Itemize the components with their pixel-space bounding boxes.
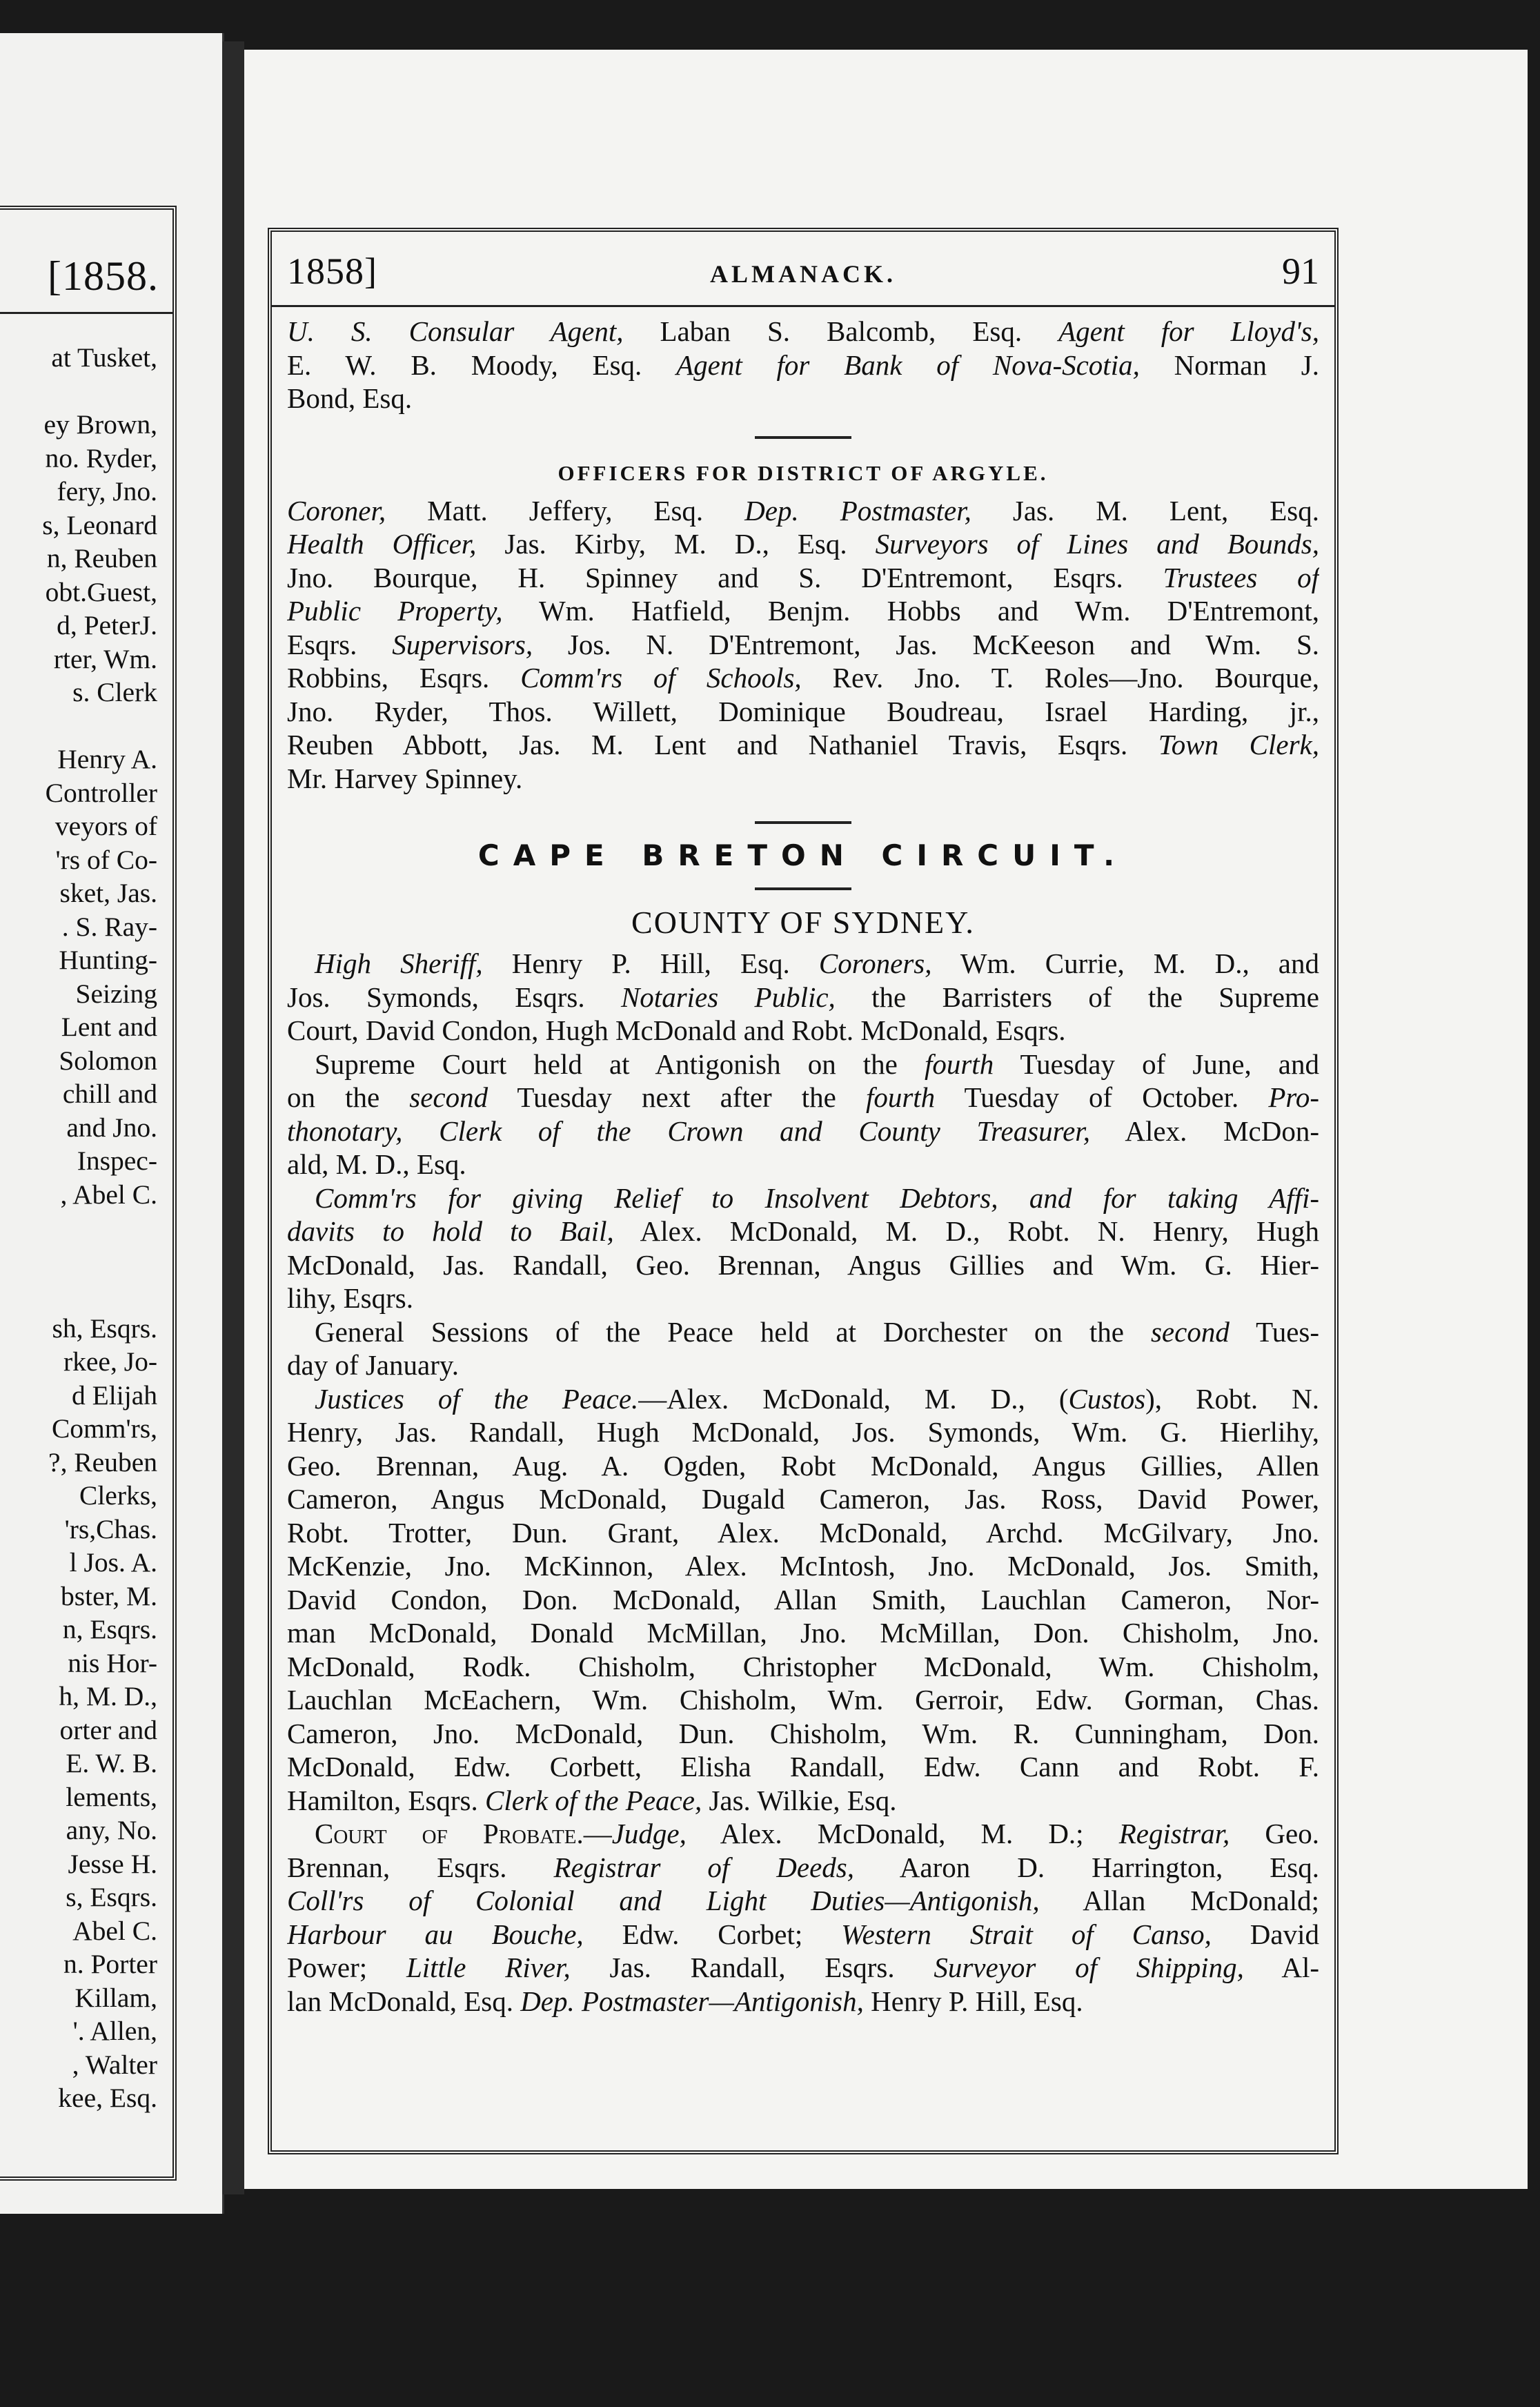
italic-text: second: [1150, 1315, 1230, 1348]
italic-text: Health Officer,: [287, 528, 477, 560]
text-line: [287, 382, 1319, 415]
text-line: [287, 1215, 1319, 1248]
argyle-paragraph: [287, 494, 1319, 796]
circuit-heading: CAPE BRETON CIRCUIT.: [477, 838, 1129, 872]
italic-text: Registrar of Deeds,: [553, 1851, 855, 1883]
text-run: Alex. McDon-: [1089, 1114, 1319, 1147]
text-run: Jno. Ryder, Thos. Willett, Dominique Boudreau, Israel Harding, jr.,: [287, 695, 1319, 727]
italic-text: U. S. Consular Agent,: [287, 315, 624, 347]
text-line: [287, 1683, 1319, 1717]
left-page-line: d Elijah: [72, 1379, 157, 1411]
left-page-line: Jesse H.: [68, 1848, 157, 1879]
text-run: ald, M. D., Esq.: [287, 1148, 466, 1180]
text-run: Edw. Corbet;: [583, 1918, 842, 1950]
left-page-line: Inspec-: [77, 1146, 157, 1176]
italic-text: Coroners,: [818, 947, 932, 979]
text-run: Alex. McDonald, M. D., Robt. N. Henry, Hugh: [613, 1215, 1319, 1247]
text-line: [287, 527, 1319, 561]
text-run: Matt. Jeffery, Esq.: [386, 494, 745, 527]
left-page-line: , Walter: [72, 2049, 157, 2080]
left-page-line: . S. Ray-: [61, 911, 157, 942]
text-line: [287, 1717, 1319, 1751]
text-run: man McDonald, Donald McMillan, Jno. McMillan, Don. Chisholm, Jno.: [287, 1617, 1319, 1649]
text-run: Rev. Jno. T. Roles—Jno. Bourque,: [801, 662, 1319, 694]
italic-text: Custos: [1068, 1382, 1146, 1415]
text-run: Esqrs.: [287, 628, 393, 660]
text-line: [287, 315, 1319, 348]
left-header-rule: [0, 312, 172, 314]
text-run: Jno. Bourque, H. Spinney and S. D'Entremont, Esqrs.: [287, 561, 1163, 593]
text-run: Cameron, Jno. McDonald, Dun. Chisholm, Wm. R. Cunningham, Don.: [287, 1717, 1319, 1749]
italic-text: Notaries Public,: [620, 981, 836, 1013]
text-run: McDonald, Jas. Randall, Geo. Brennan, Angus Gillies and Wm. G. Hier-: [287, 1248, 1319, 1281]
left-page-line: kee, Esq.: [58, 2083, 157, 2113]
left-page-line: bster, M.: [61, 1580, 157, 1611]
text-line: [287, 947, 1319, 981]
text-run: Laban S. Balcomb, Esq.: [623, 315, 1059, 347]
argyle-heading: OFFICERS FOR DISTRICT OF ARGYLE.: [557, 460, 1049, 485]
text-run: Jos. N. D'Entremont, Jas. McKeeson and Wm. S.: [533, 628, 1319, 660]
text-line: [287, 695, 1319, 729]
header-year: 1858]: [287, 250, 377, 292]
italic-text: Agent for Bank of Nova-Scotia,: [676, 348, 1140, 381]
left-page-line: s, Esqrs.: [66, 1882, 157, 1912]
italic-text: thonotary, Clerk of the Crown and County Treasurer,: [287, 1114, 1090, 1147]
left-page-line: n, Reuben: [46, 543, 157, 573]
left-page-line: Lent and: [61, 1012, 157, 1042]
text-line: [287, 1817, 1319, 1851]
italic-text: Justices of the Peace.: [315, 1382, 639, 1415]
text-run: Henry P. Hill, Esq.: [863, 1985, 1083, 2017]
text-run: lihy, Esqrs.: [287, 1282, 413, 1314]
italic-text: Public Property,: [287, 595, 503, 627]
left-page-line: Seizing: [75, 978, 157, 1009]
text-run: Court of Probate.: [315, 1818, 584, 1849]
text-run: Jas. Randall, Esqrs.: [570, 1952, 934, 1983]
top-paragraph: [287, 315, 1319, 415]
text-run: Jas. Wilkie, Esq.: [702, 1784, 897, 1816]
text-run: McKenzie, Jno. McKinnon, Alex. McIntosh, Jno. McDonald, Jos. Smith,: [287, 1550, 1319, 1582]
left-page-line: n. Porter: [63, 1949, 157, 1979]
text-line: [287, 981, 1319, 1014]
header-rule: [272, 305, 1334, 307]
italic-text: Supervisors,: [392, 628, 533, 660]
italic-text: Comm'rs of Schools,: [520, 662, 802, 694]
left-page-line: rter, Wm.: [53, 643, 157, 674]
text-run: Allan McDonald;: [1039, 1885, 1319, 1916]
text-run: Tuesday of June, and: [994, 1048, 1319, 1080]
text-run: McDonald, Edw. Corbett, Elisha Randall, Edw. Cann and Robt. F.: [287, 1751, 1319, 1782]
left-page-line: nis Hor-: [68, 1647, 157, 1678]
county-heading: COUNTY OF SYDNEY.: [631, 905, 975, 940]
text-run: Alex. McDonald, M. D.;: [686, 1818, 1119, 1849]
text-run: David: [1211, 1918, 1319, 1950]
text-line: [287, 1415, 1319, 1449]
text-line: [287, 494, 1319, 528]
left-page-line: any, No.: [66, 1815, 157, 1845]
left-page-line: rkee, Jo-: [63, 1346, 157, 1377]
left-page-frame: [0, 206, 177, 2181]
left-page-line: [0, 1278, 157, 1312]
text-run: Henry P. Hill, Esq.: [482, 947, 819, 979]
left-page-line: d, PeterJ.: [57, 610, 157, 640]
text-line: [287, 1248, 1319, 1282]
text-line: [287, 594, 1319, 628]
text-run: Wm. Currie, M. D., and: [931, 947, 1319, 979]
text-line: [287, 1851, 1319, 1885]
left-page-text: [0, 341, 157, 2115]
text-line: [287, 1449, 1319, 1483]
italic-text: Comm'rs for giving Relief to Insolvent Debtors, and for taking Affi-: [315, 1181, 1319, 1214]
text-line: [287, 1281, 1319, 1315]
text-run: Hamilton, Esqrs.: [287, 1784, 485, 1816]
page-frame: [268, 228, 1339, 2154]
text-line: [287, 1348, 1319, 1382]
text-line: [287, 561, 1319, 595]
italic-text: Agent for Lloyd's,: [1058, 315, 1319, 347]
italic-text: Little River,: [406, 1952, 571, 1983]
left-page-line: sket, Jas.: [59, 878, 157, 908]
text-run: Brennan, Esqrs.: [287, 1851, 554, 1883]
text-run: Jos. Symonds, Esqrs.: [287, 981, 621, 1013]
text-run: Cameron, Angus McDonald, Dugald Cameron, Jas. Ross, David Power,: [287, 1483, 1319, 1515]
text-line: [287, 1583, 1319, 1617]
text-run: Supreme Court held at Antigonish on the: [315, 1048, 925, 1080]
italic-text: Town Clerk,: [1158, 729, 1319, 760]
left-page-line: Hunting-: [59, 945, 157, 975]
left-page-line: Controller: [45, 777, 157, 808]
text-run: General Sessions of the Peace held at Dorchester on the: [315, 1315, 1151, 1348]
italic-text: High Sheriff,: [315, 947, 483, 979]
text-run: lan McDonald, Esq.: [287, 1985, 521, 2017]
text-line: [287, 1918, 1319, 1952]
left-page-line: , Abel C.: [60, 1179, 157, 1210]
left-page-line: h, M. D.,: [59, 1681, 157, 1711]
header-title: ALMANACK.: [710, 260, 896, 288]
left-page-line: and Jno.: [66, 1112, 157, 1143]
text-line: [287, 1482, 1319, 1516]
text-line: [287, 1048, 1319, 1081]
left-page-line: l Jos. A.: [69, 1547, 157, 1578]
left-page-line: s, Leonard: [42, 509, 157, 540]
italic-text: Coll'rs of Colonial and Light Duties—Antigonish,: [287, 1885, 1040, 1916]
text-run: Al-: [1243, 1952, 1319, 1983]
left-page-line: '. Allen,: [72, 2016, 157, 2046]
text-line: [287, 1148, 1319, 1181]
left-page-line: ey Brown,: [43, 409, 157, 440]
text-line: [287, 1650, 1319, 1684]
text-line: [287, 1315, 1319, 1349]
text-run: Jas. Kirby, M. D., Esq.: [476, 528, 876, 560]
left-page-line: Killam,: [75, 1982, 157, 2013]
left-page-line: lements,: [66, 1781, 157, 1812]
left-page-line: veyors of: [55, 811, 157, 841]
text-line: [287, 762, 1319, 796]
running-header: [287, 246, 1319, 301]
page-number: 91: [1282, 250, 1319, 292]
text-run: Power;: [287, 1952, 406, 1983]
text-line: [287, 1114, 1319, 1148]
text-run: —: [583, 1818, 612, 1849]
text-run: Robbins, Esqrs.: [287, 662, 521, 694]
sydney-paragraphs: [287, 947, 1319, 2018]
text-line: [287, 1884, 1319, 1918]
text-line: [287, 348, 1319, 382]
left-page-line: obt.Guest,: [45, 576, 157, 607]
text-line: [287, 1382, 1319, 1416]
left-page-line: [0, 375, 157, 409]
left-page-line: 'rs,Chas.: [64, 1513, 157, 1544]
italic-text: Harbour au Bouche,: [287, 1918, 584, 1950]
text-line: [287, 728, 1319, 762]
text-run: Robt. Trotter, Dun. Grant, Alex. McDonald, Archd. McGilvary, Jno.: [287, 1516, 1319, 1549]
text-run: ), Robt. N.: [1145, 1382, 1319, 1415]
text-line: [287, 1616, 1319, 1650]
text-line: [287, 661, 1319, 695]
italic-text: fourth: [924, 1048, 994, 1080]
left-page-line: Comm'rs,: [51, 1413, 157, 1444]
text-run: Jas. M. Lent, Esq.: [971, 494, 1319, 527]
text-run: Lauchlan McEachern, Wm. Chisholm, Wm. Gerroir, Edw. Gorman, Chas.: [287, 1684, 1319, 1716]
italic-text: Surveyor of Shipping,: [934, 1952, 1244, 1983]
text-line: [287, 628, 1319, 662]
left-page-line: fery, Jno.: [57, 476, 157, 507]
italic-text: Dep. Postmaster—Antigonish,: [520, 1985, 864, 2017]
text-run: —Alex. McDonald, M. D., (: [638, 1382, 1069, 1415]
left-page-line: Henry A.: [57, 744, 157, 774]
text-run: McDonald, Rodk. Chisholm, Christopher McDonald, Wm. Chisholm,: [287, 1650, 1319, 1682]
italic-text: fourth: [865, 1081, 936, 1113]
book-gutter: [222, 41, 244, 2194]
left-page-line: ?, Reuben: [48, 1446, 157, 1477]
left-page-line: [0, 1211, 157, 1245]
italic-text: Trustees of: [1163, 561, 1319, 593]
text-run: Bond, Esq.: [287, 382, 413, 414]
left-page-line: [0, 709, 157, 743]
text-line: [287, 1014, 1319, 1048]
left-page-line: s. Clerk: [72, 677, 157, 707]
left-page-line: E. W. B.: [66, 1748, 157, 1778]
italic-text: davits to hold to Bail,: [287, 1215, 614, 1247]
left-page-line: 'rs of Co-: [55, 844, 157, 875]
left-page-line: n, Esqrs.: [62, 1614, 157, 1644]
left-page-header: [1858.: [48, 253, 159, 299]
left-page: [0, 33, 224, 2214]
text-line: [287, 1985, 1319, 2018]
text-run: Mr. Harvey Spinney.: [287, 762, 523, 794]
left-page-line: Solomon: [59, 1045, 157, 1076]
text-line: [287, 1549, 1319, 1583]
text-run: Geo. Brennan, Aug. A. Ogden, Robt McDonald, Angus Gillies, Allen: [287, 1449, 1319, 1482]
left-page-line: Clerks,: [79, 1480, 157, 1511]
text-run: E. W. B. Moody, Esq.: [287, 348, 677, 381]
left-page-line: chill and: [62, 1079, 157, 1109]
left-page-line: sh, Esqrs.: [52, 1313, 157, 1344]
text-run: the Barristers of the Supreme: [835, 981, 1319, 1013]
text-run: on the: [287, 1081, 410, 1113]
text-run: Wm. Hatfield, Benjm. Hobbs and Wm. D'Entremont,: [502, 595, 1319, 627]
text-run: Reuben Abbott, Jas. M. Lent and Nathaniel Travis, Esqrs.: [287, 729, 1158, 760]
text-run: Tues-: [1229, 1315, 1319, 1348]
text-run: Henry, Jas. Randall, Hugh McDonald, Jos. Symonds, Wm. G. Hierlihy,: [287, 1416, 1319, 1448]
page-content: [287, 315, 1319, 2018]
italic-text: Dep. Postmaster,: [744, 494, 971, 527]
text-line: [287, 1181, 1319, 1215]
text-run: Geo.: [1230, 1818, 1319, 1849]
italic-text: second: [409, 1081, 488, 1113]
text-run: Tuesday of October.: [935, 1081, 1269, 1113]
italic-text: Pro-: [1268, 1081, 1319, 1113]
text-run: Norman J.: [1139, 348, 1319, 381]
left-page-line: [0, 1245, 157, 1279]
text-run: David Condon, Don. McDonald, Allan Smith, Lauchlan Cameron, Nor-: [287, 1583, 1319, 1615]
text-line: [287, 1516, 1319, 1550]
text-line: [287, 1081, 1319, 1114]
italic-text: Judge,: [611, 1818, 687, 1849]
italic-text: Clerk of the Peace,: [484, 1784, 702, 1816]
italic-text: Surveyors of Lines and Bounds,: [875, 528, 1319, 560]
left-page-line: orter and: [59, 1714, 157, 1745]
text-run: day of January.: [287, 1349, 459, 1381]
left-page-line: Abel C.: [72, 1915, 157, 1946]
text-line: [287, 1750, 1319, 1784]
left-page-line: at Tusket,: [51, 342, 157, 373]
italic-text: Registrar,: [1118, 1818, 1230, 1849]
text-line: [287, 1784, 1319, 1818]
text-run: Court, David Condon, Hugh McDonald and Robt. McDonald, Esqrs.: [287, 1014, 1066, 1046]
text-run: Aaron D. Harrington, Esq.: [854, 1851, 1319, 1883]
text-line: [287, 1951, 1319, 1985]
text-run: Tuesday next after the: [488, 1081, 866, 1113]
italic-text: Western Strait of Canso,: [841, 1918, 1212, 1950]
left-page-line: no. Ryder,: [45, 442, 157, 473]
italic-text: Coroner,: [287, 494, 386, 527]
